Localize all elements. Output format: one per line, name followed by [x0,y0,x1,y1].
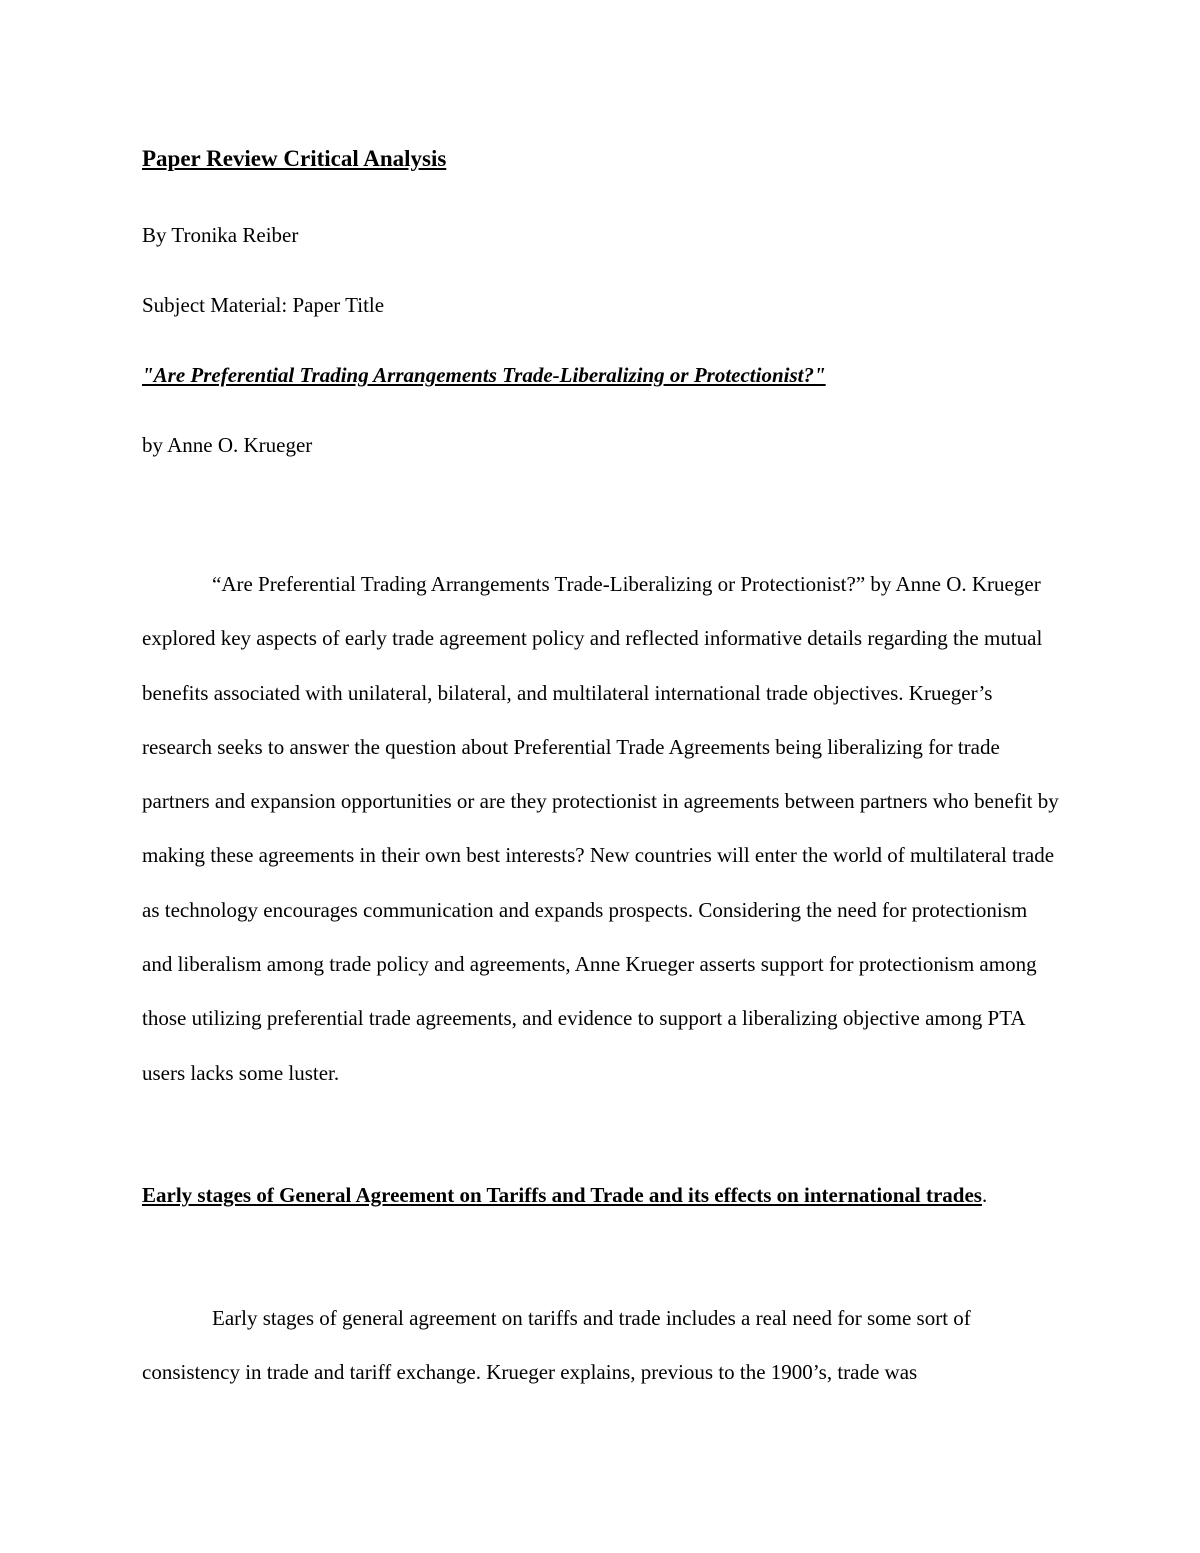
reviewed-paper-author: by Anne O. Krueger [142,433,313,457]
body-paragraph: Early stages of general agreement on tariffs and trade includes a real need for some sort of consistency in trade and tariff exchange. Krueger explains, previous to the 1900’s, trade was [142,1306,971,1385]
section-heading-text: Early stages of General Agreement on Tariffs and Trade and its effects on international trades [142,1183,982,1207]
intro-paragraph: “Are Preferential Trading Arrangements Trade-Liberalizing or Protectionist?” by Anne O. Krueger explored key aspects of early trade agreement policy and reflected informative details regarding the mutual benefits associated with unilateral, bilateral, and multilateral international trade objectives. Krueger’s research seeks to answer the question about Preferential Trade Agreements being liberalizing for trade partners and expansion opportunities or are they protectionist in agreements between partners who benefit by making these agreements in their own best interests? New countries will enter the world of multilateral trade as technology encourages communication and expands prospects. Considering the need for protectionism and liberalism among trade policy and agreements, Anne Krueger asserts support for protectionism among those utilizing preferential trade agreements, and evidence to support a liberalizing objective among PTA users lacks some luster. [142,572,1059,1085]
page-title: Paper Review Critical Analysis [142,146,447,171]
reviewed-paper-title: "Are Preferential Trading Arrangements Trade-Liberalizing or Protectionist?" [142,363,826,387]
subject-material-label: Subject Material: Paper Title [142,293,385,317]
section-heading [142,1168,1042,1223]
review-author: By Tronika Reiber [142,223,299,247]
section-heading-period: . [981,1183,988,1207]
